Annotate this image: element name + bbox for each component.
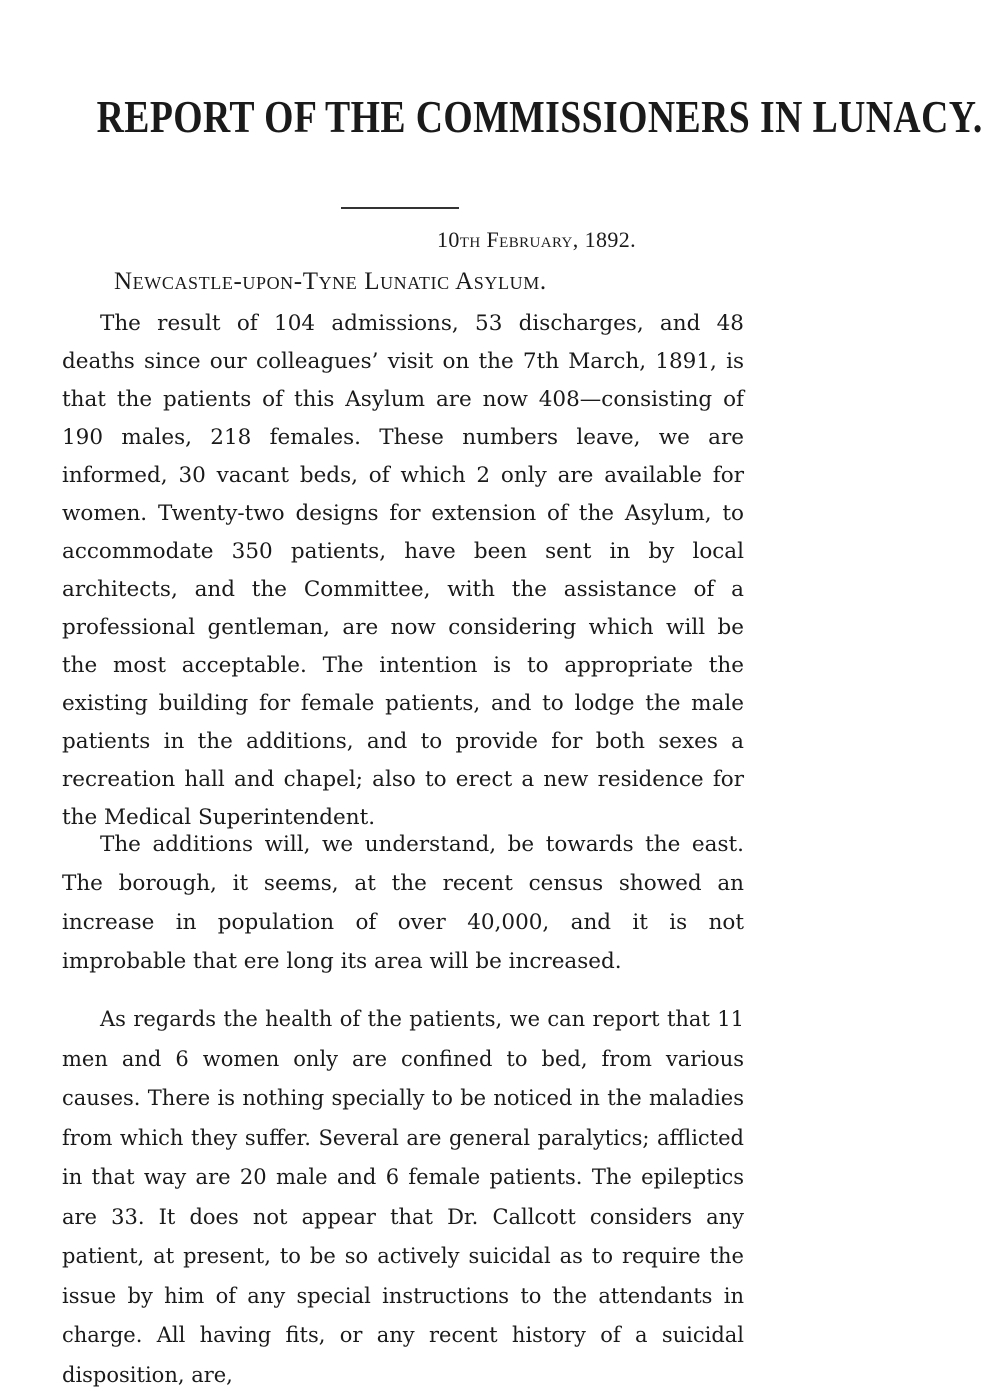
report-heading: REPORT OF THE COMMISSIONERS IN LUNACY. [96, 91, 983, 142]
paragraph-1: The result of 104 admissions, 53 discharges, and 48 deaths since our colleagues’ visit on the 7th March, 1891, is that the patients of this Asylum are now 408—consisting of 190 males, 218 females. These numbers leave, we are informed, 30 vacant beds, of which 2 only are available for women. Twenty-two designs for extension of the Asylum, to accommodate 350 patients, have been sent in by local architects, and the Committee, with the assistance of a professional gentleman, are now considering which will be the most acceptable. The intention is to appropriate the existing building for female patients, and to lodge the male patients in the additions, and to provide for both sexes a recreation hall and chapel; also to erect a new residence for the Medical Superintendent. [62, 311, 744, 830]
paragraph-3: As regards the health of the patients, we can report that 11 men and 6 women only are confined to bed, from various causes. There is nothing specially to be noticed in the maladies from which they suffer. Several are general paralytics; afflicted in that way are 20 male and 6 female patients. The epileptics are 33. It does not appear that Dr. Callcott considers any patient, at present, to be so actively suicidal as to require the issue by him of any special instructions to the attendants in charge. All having fits, or any recent history of a suicidal disposition, are, [62, 1007, 744, 1387]
paragraph-2: The additions will, we understand, be towards the east. The borough, it seems, at the recent census showed an increase in population of over 40,000, and it is not improbable that ere long its area will be increased. [62, 832, 744, 974]
report-date: 10th February, 1892. [437, 227, 637, 252]
institution-title: Newcastle-upon-Tyne Lunatic Asylum. [114, 268, 547, 295]
horizontal-rule [341, 207, 459, 209]
